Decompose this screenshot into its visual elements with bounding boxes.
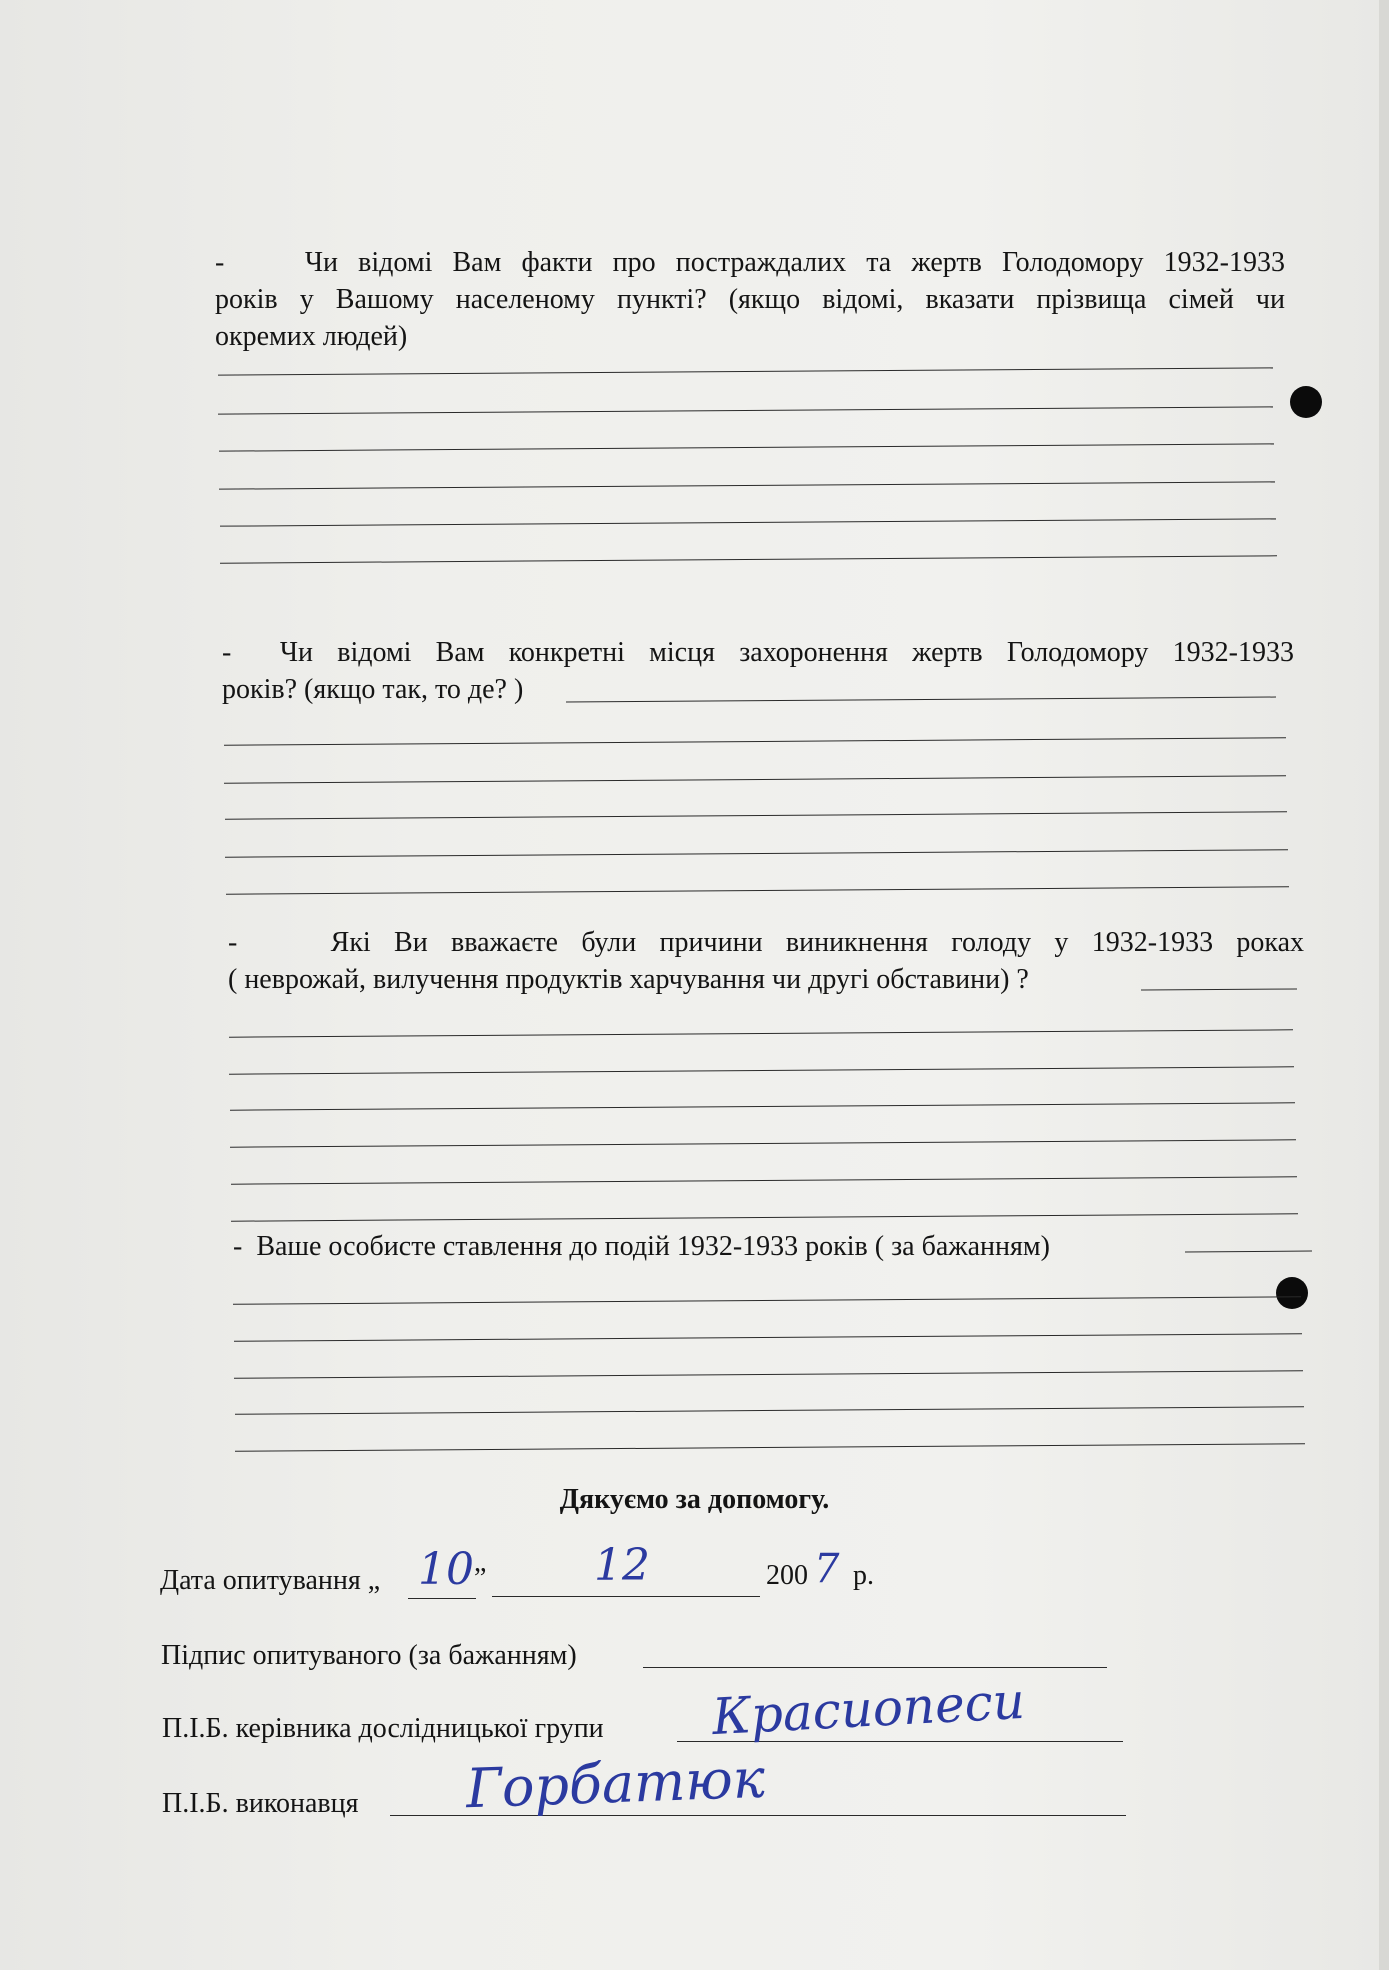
question-3 — [228, 924, 1304, 998]
answer-line — [224, 775, 1286, 783]
page-edge-shadow — [1379, 0, 1389, 1970]
performer-label: П.І.Б. виконавця — [162, 1788, 359, 1819]
answer-line — [226, 886, 1289, 894]
answer-line — [229, 1029, 1293, 1037]
answer-line — [224, 737, 1286, 745]
question-3-text-2: ( неврожай, вилучення продуктів харчування чи другі обставини) ? — [228, 964, 1029, 995]
question-1-line-2: років у Вашому населеному пункті? (якщо відомі, вказати прізвища сімей чи — [215, 284, 1285, 315]
date-year-prefix: 200 — [766, 1560, 808, 1591]
date-month-value: 12 — [594, 1540, 650, 1591]
answer-line — [231, 1176, 1297, 1184]
answer-line — [219, 443, 1274, 451]
answer-line — [234, 1333, 1302, 1341]
answer-line — [230, 1139, 1296, 1147]
question-4-text-1: Ваше особисте ставлення до подій 1932-1933 років ( за бажанням) — [256, 1231, 1050, 1262]
answer-line — [218, 406, 1273, 414]
question-1-line-1 — [215, 244, 1285, 281]
question-1-text-1: Чи відомі Вам факти про постраждалих та жертв Голодомору 1932-1933 — [304, 247, 1285, 278]
answer-line — [225, 811, 1287, 819]
question-3-line-1 — [228, 924, 1304, 961]
group-leader-handwriting: Красиопеси — [710, 1671, 1027, 1747]
date-day-value: 10 — [418, 1544, 474, 1595]
question-4-line-1 — [233, 1228, 1303, 1265]
performer-handwriting: Горбатюк — [464, 1746, 766, 1821]
question-4 — [233, 1228, 1303, 1265]
bullet-dash: - — [233, 1231, 243, 1262]
date-day-blank — [408, 1598, 476, 1599]
question-3-text-1: Які Ви вважаєте були причини виникнення голоду у 1932-1933 роках — [330, 927, 1305, 958]
bullet-dash: - — [222, 637, 232, 668]
answer-line — [234, 1370, 1303, 1378]
answer-line — [218, 367, 1273, 375]
answer-line — [229, 1066, 1294, 1074]
signature-label: Підпис опитуваного (за бажанням) — [161, 1640, 577, 1671]
signature-blank — [643, 1667, 1107, 1668]
punch-hole — [1290, 386, 1322, 418]
answer-line — [235, 1443, 1305, 1451]
question-1 — [215, 244, 1285, 355]
bullet-dash: - — [228, 927, 238, 958]
date-month-blank — [492, 1596, 760, 1597]
date-year-suffix: р. — [853, 1560, 874, 1591]
answer-line — [231, 1213, 1298, 1221]
group-leader-label: П.І.Б. керівника дослідницької групи — [162, 1713, 604, 1744]
question-2-text-1: Чи відомі Вам конкретні місця захоронення жертв Голодомору 1932-1933 — [279, 637, 1294, 668]
answer-line — [233, 1296, 1301, 1304]
question-2-line-2: років? (якщо так, то де? ) — [222, 674, 524, 705]
date-label: Дата опитування — [160, 1565, 361, 1596]
answer-line — [220, 518, 1276, 526]
answer-line — [235, 1406, 1304, 1414]
question-2-line-1 — [222, 634, 1294, 671]
question-3-line-2 — [228, 961, 1304, 998]
date-field — [160, 1565, 380, 1597]
answer-line — [230, 1102, 1295, 1110]
answer-line — [225, 849, 1288, 857]
date-year-digit: 7 — [814, 1546, 840, 1592]
bullet-dash: - — [215, 247, 225, 278]
open-quote: „ — [367, 1565, 381, 1596]
punch-hole — [1276, 1277, 1308, 1309]
thanks-heading: Дякуємо за допомогу. — [559, 1484, 830, 1515]
close-quote: ” — [474, 1563, 487, 1594]
answer-line — [219, 481, 1275, 489]
answer-line — [220, 555, 1277, 563]
question-1-line-3: окремих людей) — [215, 321, 408, 352]
